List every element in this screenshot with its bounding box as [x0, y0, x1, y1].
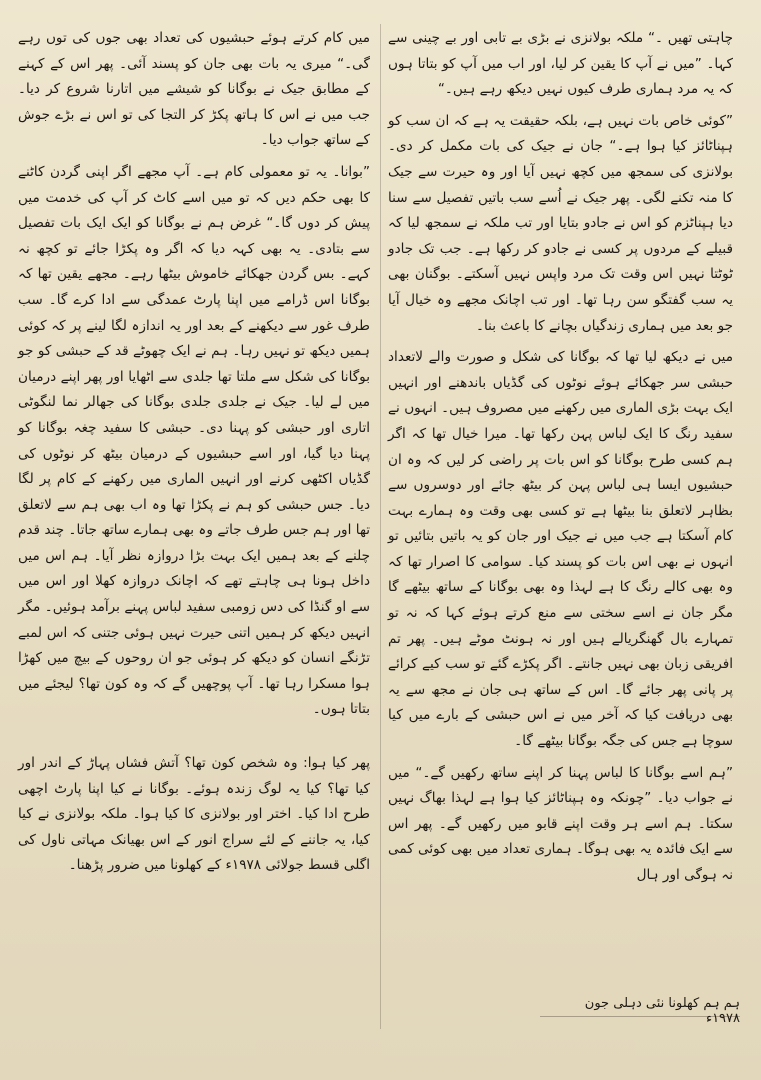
right-paragraph-4: ”ہم اسے بوگانا کا لباس پہنا کر اپنے ساتھ رکھیں گے۔“ میں نے جواب دیا۔ ”چونکہ وہ ہپناٹائز کیا ہوا ہے لہذا بھاگ نہیں سکتا۔ ہم اسے ہر وقت اپنے قابو میں رکھیں گے۔ پھر اس سے ایک فائدہ یہ بھی ہوگا۔ ہماری تعداد میں بھی کوئی کمی نہ ہوگی اور ہال	[388, 764, 733, 883]
right-paragraph-2: ”کوئی خاص بات نہیں ہے، بلکہ حقیقت یہ ہے کہ ان سب کو ہپناٹائز کیا ہوا ہے۔“ جان نے جیک کی بات مکمل کر دی۔ بولانزی کی سمجھ میں کچھ نہیں آیا اور وہ حیرت سے جیک کا منہ تکنے لگی۔ پھر جیک نے اُسے سب باتیں تفصیل سے سنا دیا ہپناٹزم کو اس نے جادو بتایا اور تب ملکہ نے سمجھ لیا کہ قبیلے کے مردوں پر کسی نے جادو کر رکھا ہے۔ جب تک جادو ٹوٹتا نہیں اس وقت تک مرد واپس نہیں آسکتے۔ بوگنان بھی یہ سب گفتگو سن رہا تھا۔ اور تب اچانک مجھے وہ خیال آیا جو بعد میں ہماری زندگیاں بچانے کا باعث بنا۔	[388, 112, 733, 334]
column-divider	[380, 24, 381, 1029]
left-paragraph-2: ”بوانا۔ یہ تو معمولی کام ہے۔ آپ مجھے اگر اپنی گردن کاٹنے کا بھی حکم دیں کہ تو میں اسے کاٹ کر آپ کی خدمت میں پیش کر دوں گا۔“ غرض ہم نے بوگانا کو ایک ایک بات تفصیل سے بتادی۔ یہ بھی کہہ دیا کہ اگر وہ پکڑا جائے تو کچھ نہ کہے۔ بس گردن جھکائے خاموش بیٹھا رہے۔ مجھے یقین تھا کہ بوگانا اس ڈرامے میں اپنا پارٹ عمدگی سے ادا کرے گا۔ سب طرف غور سے دیکھنے کے بعد اور یہ اندازہ لگا لینے پر کہ کوئی ہمیں دیکھ تو نہیں رہا۔ ہم نے ایک چھوٹے قد کے حبشی کو جو بوگانا کی شکل سے ملتا تھا جلدی سے اٹھایا اور پھر اپنے درمیان میں لے لیا۔ جیک نے جلدی جلدی بوگانا کی جھالر نما لنگوٹی اتاری اور حبشی کو پہنا دی۔ حبشی کا سفید چغہ بوگانا کو پہنا دیا گیا، اور اسے حبشیوں کے درمیان بیٹھ کر نوٹوں کی گڈیاں اکٹھی کرنے اور انہیں الماری میں رکھنے کے کام پر لگا دیا۔ جس حبشی کو ہم نے پکڑا تھا وہ اب بھی ہم سے لاتعلق تھا اور ہم جس طرف جاتے وہ بھی ہمارے ساتھ جاتا۔ چند قدم چلنے کے بعد ہمیں ایک بہت بڑا دروازہ نظر آیا۔ ہم اس میں داخل ہونا ہی چاہتے تھے کہ اچانک دروازہ کھلا اور اس میں سے او گنڈا کی دس زومبی سفید لباس پہنے برآمد ہوئیں۔ مگر انہیں دیکھ کر ہمیں اتنی حیرت نہیں ہوئی جتنی کہ اس لمبے تڑنگے انسان کو دیکھ کر ہوئی جو ان روحوں کے بیچ میں کھڑا ہوا مسکرا رہا تھا۔ آپ پوچھیں گے کہ وہ کون تھا؟ لیجئے میں بتاتا ہوں۔	[18, 163, 370, 718]
left-paragraph-1: میں کام کرتے ہوئے حبشیوں کی تعداد بھی جوں کی توں رہے گی۔“ میری یہ بات بھی جان کو پسند آئی۔ پھر اس کے کہنے کے مطابق جیک نے بوگانا کو شیشے میں اتارنا شروع کر دیا۔ جب میں نے اس کا ہاتھ پکڑ کر التجا کی تو اس نے بڑے جوش کے ساتھ جواب دیا۔	[18, 30, 370, 149]
page-footer: ہم ہم کھلونا نئی دہلی جون ۱۹۷۸ء	[584, 996, 740, 1026]
next-episode-text: پھر کیا ہوا: وہ شخص کون تھا؟ آتش فشاں پہاڑ کے اندر اور کیا تھا؟ کیا یہ لوگ زندہ ہوئے۔ بوگانا نے کیا اپنا پارٹ اچھی طرح ادا کیا۔ اختر اور بولانزی کا کیا ہوا۔ ملکہ بولانزی نے کیا کیا، یہ جاننے کے لئے سراج انور کے اس بھیانک مہاتی ناول کی اگلی قسط جولائی ۱۹۷۸ء کے کھلونا میں ضرور پڑھنا۔	[18, 755, 370, 874]
next-episode-note	[18, 751, 370, 879]
left-column	[18, 26, 370, 879]
right-paragraph-3: میں نے دیکھ لیا تھا کہ بوگانا کی شکل و صورت والے لاتعداد حبشی سر جھکائے ہوئے نوٹوں کی گڈیاں باندھنے اور انہیں ایک بہت بڑی الماری میں رکھنے میں مصروف ہیں۔ انہوں نے سفید رنگ کا ایک لباس پہن رکھا تھا۔ میرا خیال تھا کہ اگر ہم کسی طرح بوگانا کو اس بات پر راضی کر لیں کہ وہ ان حبشیوں ایسا ہی لباس پہن کر بیٹھ جائے اور دوسروں سے بظاہر لاتعلق بنا بیٹھا ہے تو کسی بھی وقت وہ ہمارے بہت کام آسکتا ہے جب میں نے جیک اور جان کو یہ باتیں بتائیں تو انہوں نے بھی اس بات کو پسند کیا۔ سوامی کا اصرار تھا کہ وہ بھی کالے رنگ کا ہے لہذا وہ بھی بوگانا کے ساتھ بیٹھے گا مگر جان نے اسے سختی سے منع کرتے ہوئے کہا کہ نہ تو تمہارے بال گھنگریالے ہیں اور نہ ہونٹ موٹے ہیں۔ پھر تم افریقی زبان بھی نہیں جانتے۔ اگر پکڑے گئے تو سب کیے کرائے پر پانی پھر جائے گا۔ اس کے ساتھ ہی جان نے مجھ سے یہ بھی دریافت کیا کہ آخر میں نے اس حبشی کے بارے میں کیا سوچا ہے جس کی جگہ بوگانا بیٹھے گا۔	[388, 349, 733, 750]
right-paragraph-1: چاہتی تھیں ۔“ ملکہ بولانزی نے بڑی بے تابی اور بے چینی سے کہا۔ ”میں نے آپ کا یقین کر لیا، اور اب میں آپ کو بتاتا ہوں کہ یہ مرد ہماری طرف کیوں نہیں دیکھ رہے ہیں۔“	[388, 30, 733, 98]
right-column	[388, 26, 733, 895]
